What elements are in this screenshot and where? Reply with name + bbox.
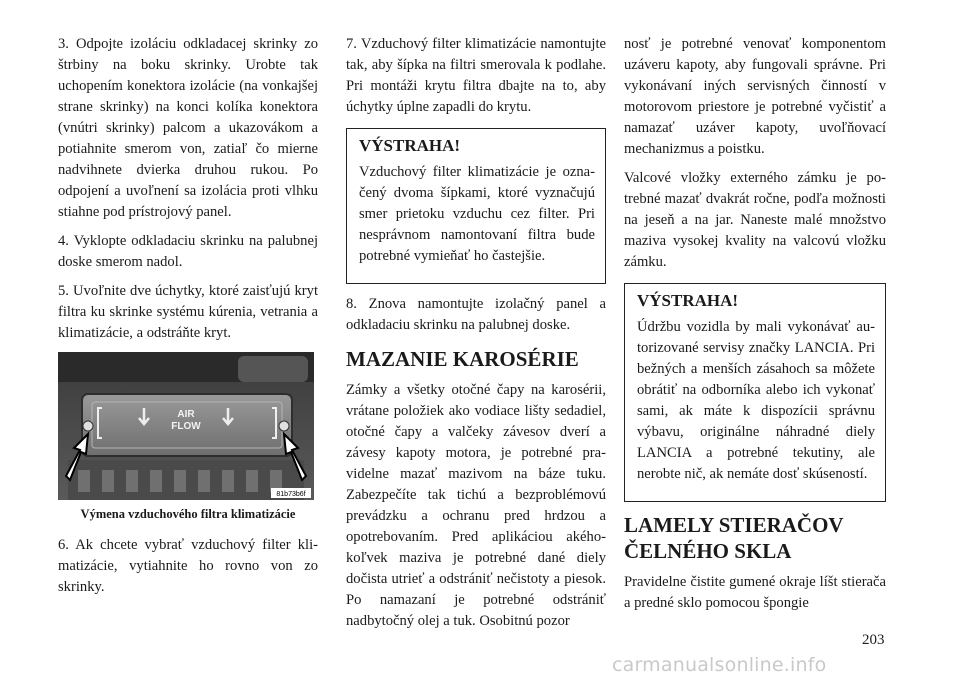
column-right xyxy=(624,34,886,622)
step-4-text: 4. Vyklopte odkladaciu skrinku na palubnej doske smerom nadol. xyxy=(58,233,318,270)
figure-caption: Výmena vzduchového filtra klimatizácie xyxy=(80,507,296,521)
lock-cylinder-text: Valcové vložky externého zámku je potrebné mazať dvakrát ročne, podľa možnosti na jeseň a na jar. Naneste malé množstvo maziva vysokej kvality na valcovú vložku zámku. xyxy=(624,170,886,270)
step-7-text: 7. Vzduchový filter klimatizácie namontujte tak, aby šípka na filtri smerovala k podlahe. Pri montáži krytu filtra dbajte na to, aby úchytky úplne zapadli do krytu. xyxy=(346,36,606,115)
warning-body: Vzduchový filter klimatizácie je označený dvoma šípkami, ktoré vyznačujú smer prietoku vzduchu cez filter. Pri nesprávnom namontovaní filtra bude potrebné vymieňať ho častejšie. xyxy=(359,164,595,264)
filter-photo xyxy=(58,352,314,500)
warning-box-filter xyxy=(346,128,606,284)
filter-photo-illustration xyxy=(58,352,314,500)
figure-code: 81b73b6f xyxy=(276,491,306,498)
section-heading-body-lubrication: MAZANIE KAROSÉRIE xyxy=(346,347,579,371)
step-5-text: 5. Uvoľnite dve úchytky, ktoré zaisťujú kryt filtra ku skrinke systému kúrenia, vetrania a klimatizácie, a odstráňte kryt. xyxy=(58,283,318,341)
watermark: carmanualsonline.info xyxy=(612,654,827,676)
wiper-text: Pravidelne čistite gumené okraje líšt stierača a predné sklo pomocou špongie xyxy=(624,574,886,611)
heading-line-2: ČELNÉHO SKLA xyxy=(624,539,792,563)
step-3-text: 3. Odpojte izoláciu odkladacej skrinky zo štrbiny na boku skrinky. Urobte tak uchopením konektora izolácie (na vonkajšej strane skrinky) na konci kolíka konektora (vnútri skrinky) palcom a ukazovákom a potiahnite smerom von, zatiaľ čo mierne nadvihnete dvierka druhou rukou. Po odpojení a uvoľnení sa izolácia proti vlhku stiahne pod prístrojový panel. xyxy=(58,36,318,220)
step-6-text: 6. Ak chcete vybrať vzduchový filter klimatizácie, vytiahnite ho rovno von zo skrinky. xyxy=(58,537,318,595)
heading-line-1: LAMELY STIERAČOV xyxy=(624,513,844,537)
figure-air-label: AIR xyxy=(177,409,195,420)
warning-title: VÝSTRAHA! xyxy=(637,291,739,310)
warning-title: VÝSTRAHA! xyxy=(359,136,461,155)
section-heading-wiper-blades xyxy=(624,512,886,564)
step-8-text: 8. Znova namontujte izolačný panel a odkladaciu skrinku na palubnej doske. xyxy=(346,296,606,333)
column-middle xyxy=(346,34,606,640)
hood-latch-text: nosť je potrebné venovať komponentom uzáveru kapoty, aby fungovali správne. Pri vykonávaní iných servisných činností v motorovom priestore je potrebné vyčistiť a namazať uzáver kapoty, uvoľňovací mechanizmus a poistku. xyxy=(624,36,886,157)
column-left xyxy=(58,34,318,606)
page-number: 203 xyxy=(862,632,885,648)
warning-body: Údržbu vozidla by mali vykonávať autorizované servisy značky LANCIA. Pri bežných a menších zásahoch sa môžete obrátiť na odborníka alebo ich vykonať sami, ak máte k dispozícii správnu výbavu, originálne náhradné diely LANCIA a potrebné tekutiny, ale nerobte nič, ak nemáte dosť skúseností. xyxy=(637,319,875,482)
lubrication-text: Zámky a všetky otočné čapy na karosérii, vrátane položiek ako vodiace lišty sedadiel, otočné čapy a valčeky závesov dverí a závesy kapoty motora, je potrebné pravidelne mazať mazivom na báze tuku. Zabezpečíte tak tichú a bezproblémovú prevádzku a ochranu pred hrdzou a opotrebovaním. Pred aplikáciou akéhokoľvek maziva je potrebné dané diely dočista utrieť a odstrániť nečistoty a piesok. Po namazaní je potrebné odstrániť nadbytočný olej a tuk. Osobitnú pozor xyxy=(346,382,606,629)
figure-flow-label: FLOW xyxy=(171,421,201,432)
warning-box-service xyxy=(624,283,886,502)
